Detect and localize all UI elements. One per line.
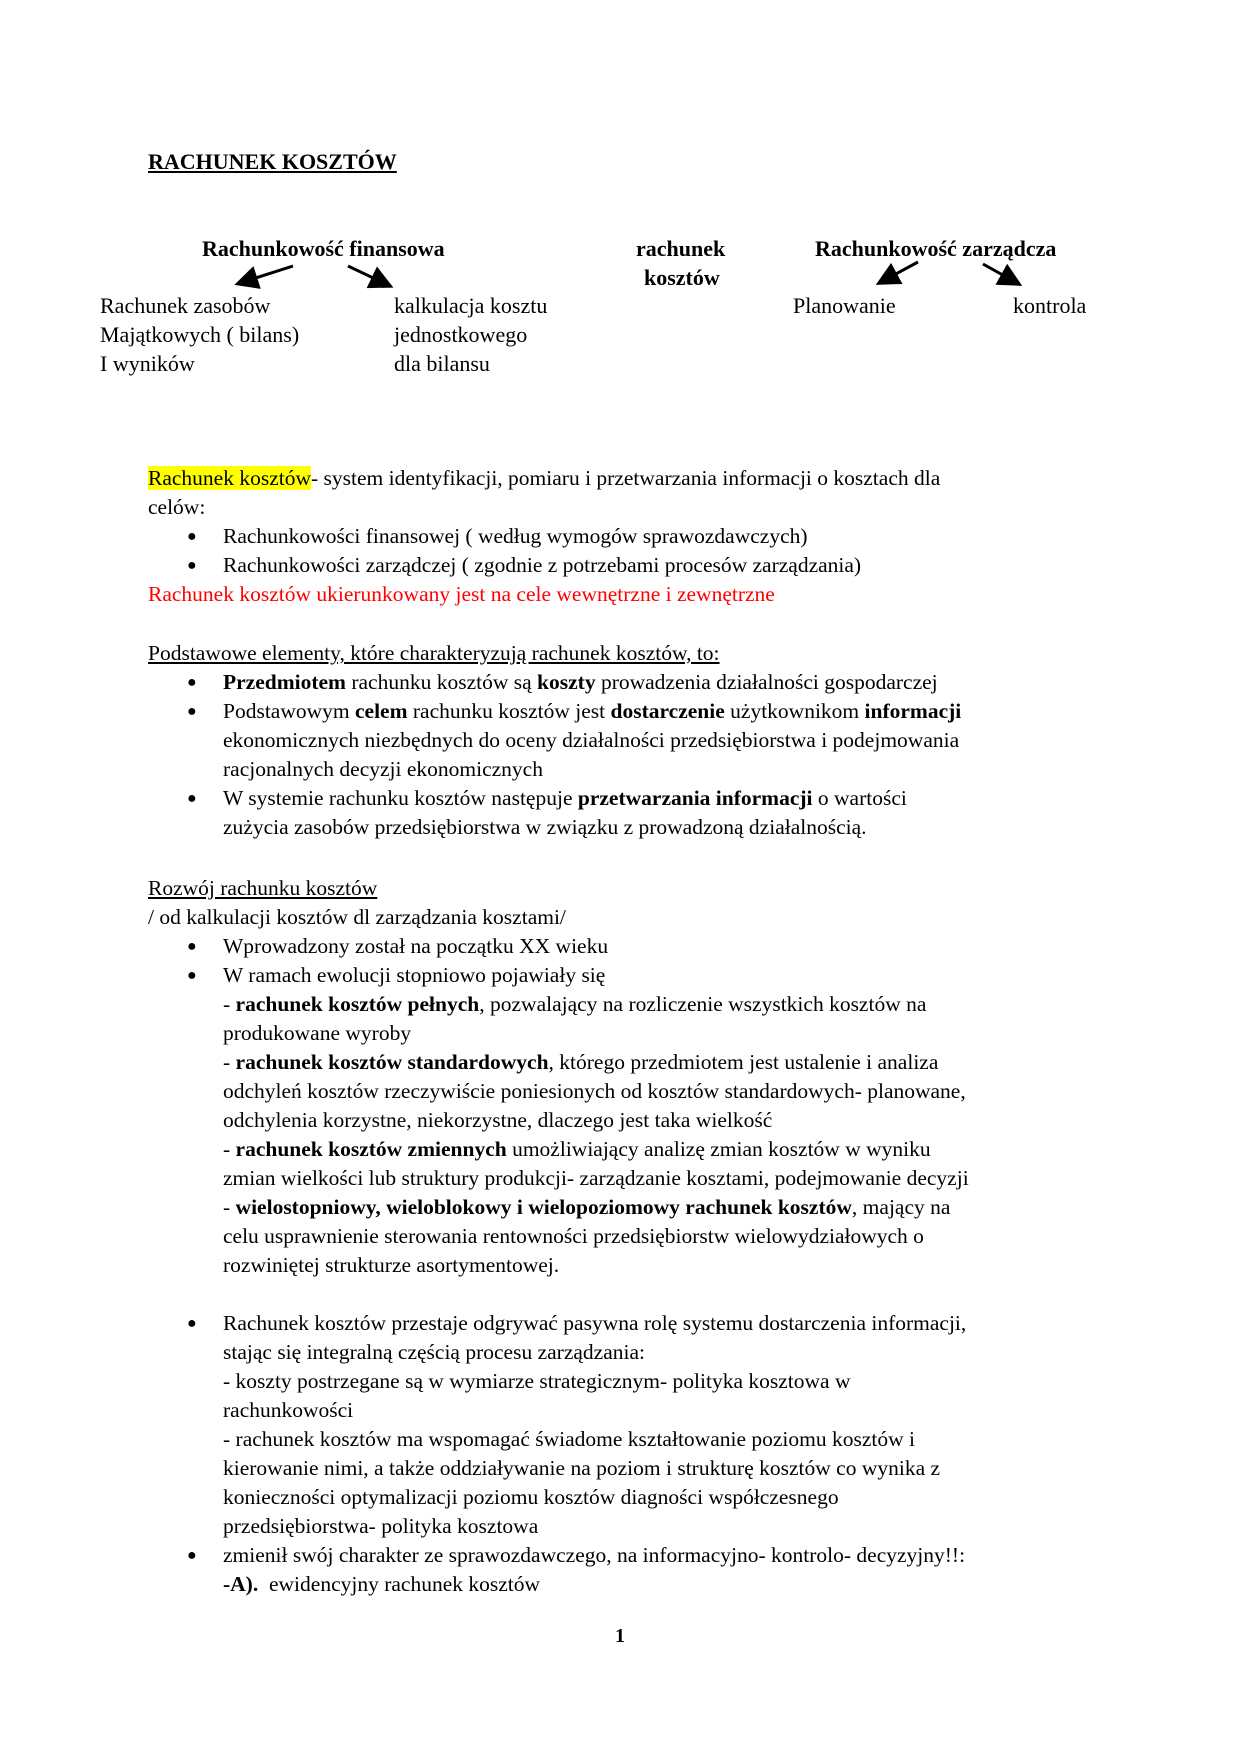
text-line	[148, 1135, 969, 1164]
text-segment: rachunku kosztów są	[345, 670, 538, 694]
page-number: 1	[615, 1625, 625, 1647]
bold-text: celem	[355, 699, 408, 723]
bullet-icon: ●	[187, 967, 197, 984]
text-segment: - koszty postrzegane są w wymiarze strategicznym- polityka kosztowa w	[223, 1369, 851, 1393]
text-line	[148, 1193, 969, 1222]
text-line	[148, 1396, 969, 1425]
text-segment: zużycia zasobów przedsiębiorstwa w związku z prowadzoną działalnością.	[223, 815, 867, 839]
development-section	[148, 874, 969, 1599]
highlighted-term: Rachunek kosztów	[148, 466, 312, 490]
bold-text: dostarczenie	[610, 699, 725, 723]
text-line	[148, 874, 969, 903]
text-segment: Wprowadzony został na początku XX wieku	[223, 934, 609, 958]
bullet-item	[148, 1309, 969, 1338]
text-segment: kierowanie nimi, a także oddziaływanie na poziom i strukturę kosztów co wynika z	[223, 1456, 941, 1480]
bullet-item	[148, 668, 961, 697]
text-segment: umożliwiający analizę zmian kosztów w wyniku	[506, 1137, 931, 1161]
bold-text: przetwarzania informacji	[577, 786, 813, 810]
text-segment: Rachunkowości zarządczej ( zgodnie z potrzebami procesów zarządzania)	[223, 553, 862, 577]
definition-section	[148, 464, 940, 609]
bullet-icon: ●	[187, 528, 197, 545]
planning-label: Planowanie	[793, 293, 896, 318]
bullet-icon: ●	[187, 703, 197, 720]
financial-accounting-heading: Rachunkowość finansowa	[202, 236, 445, 261]
text-line	[148, 1454, 969, 1483]
text-segment: -	[223, 1050, 236, 1074]
text-segment: - system identyfikacji, pomiaru i przetwarzania informacji o kosztach dla	[311, 466, 941, 490]
bold-text: Przedmiotem	[223, 670, 346, 694]
text-line	[148, 1048, 969, 1077]
diagram-mid-line-1: kalkulacja kosztu	[394, 293, 548, 318]
text-line	[148, 493, 940, 522]
arrow-icon	[240, 266, 293, 283]
text-line	[148, 1164, 969, 1193]
text-segment: odchylenia korzystne, niekorzystne, dlaczego jest taka wielkość	[223, 1108, 773, 1132]
bullet-icon: ●	[187, 557, 197, 574]
text-segment: o wartości	[812, 786, 907, 810]
text-line	[148, 813, 961, 842]
arrow-icon	[983, 264, 1017, 283]
text-segment: ewidencyjny rachunek kosztów	[258, 1572, 541, 1596]
bold-text: rachunek kosztów standardowych	[235, 1050, 549, 1074]
text-segment: Podstawowym	[223, 699, 355, 723]
text-line	[148, 1570, 969, 1599]
text-line	[148, 990, 969, 1019]
cost-accounting-label-2: kosztów	[644, 265, 720, 290]
bold-text: rachunek kosztów pełnych	[235, 992, 480, 1016]
management-accounting-heading: Rachunkowość zarządcza	[815, 236, 1057, 261]
text-segment: , mający na	[851, 1195, 951, 1219]
diagram-left-line-1: Rachunek zasobów	[100, 293, 271, 318]
bullet-item	[148, 697, 961, 726]
cost-accounting-label-1: rachunek	[636, 236, 726, 261]
bullet-icon: ●	[187, 938, 197, 955]
bullet-icon: ●	[187, 1547, 197, 1564]
text-line	[148, 755, 961, 784]
text-line	[148, 1077, 969, 1106]
text-line	[148, 1019, 969, 1048]
diagram-left-line-2: Majątkowych ( bilans)	[100, 322, 300, 347]
text-segment: -	[223, 1137, 236, 1161]
text-segment: konieczności optymalizacji poziomu kosztów diagności współczesnego	[223, 1485, 839, 1509]
text-segment: -	[223, 1195, 236, 1219]
text-line	[148, 1483, 969, 1512]
text-segment: Rachunkowości finansowej ( według wymogów sprawozdawczych)	[223, 524, 808, 548]
text-segment: celu usprawnienie sterowania rentowności przedsiębiorstw wielowydziałowych o	[223, 1224, 924, 1248]
text-segment: W systemie rachunku kosztów następuje	[223, 786, 578, 810]
text-segment: użytkownikom	[724, 699, 865, 723]
arrow-icon	[348, 266, 388, 285]
diagram-arrows	[0, 0, 1240, 400]
text-line	[148, 1425, 969, 1454]
document-title: RACHUNEK KOSZTÓW	[148, 149, 397, 174]
text-segment: - rachunek kosztów ma wspomagać świadome kształtowanie poziomu kosztów i	[223, 1427, 915, 1451]
text-segment: , pozwalający na rozliczenie wszystkich kosztów na	[479, 992, 927, 1016]
bullet-item	[148, 522, 940, 551]
bullet-item	[148, 932, 969, 961]
text-segment: zmian wielkości lub struktury produkcji- zarządzanie kosztami, podejmowanie decyzji	[223, 1166, 969, 1190]
text-segment: Rozwój rachunku kosztów	[148, 876, 378, 900]
text-line	[148, 464, 940, 493]
text-segment: Podstawowe elementy, które charakteryzują rachunek kosztów, to:	[148, 641, 720, 665]
bold-text: -A).	[223, 1572, 259, 1596]
blank-line	[148, 1280, 969, 1309]
text-line	[148, 639, 961, 668]
diagram-mid-line-2: jednostkowego	[394, 322, 528, 347]
text-line	[148, 903, 969, 932]
control-label: kontrola	[1013, 293, 1087, 318]
bold-text: koszty	[537, 670, 596, 694]
text-line	[148, 580, 940, 609]
text-segment: rachunkowości	[223, 1398, 354, 1422]
text-segment: W ramach ewolucji stopniowo pojawiały się	[223, 963, 606, 987]
text-segment: Rachunek kosztów przestaje odgrywać pasywna rolę systemu dostarczenia informacji,	[223, 1311, 967, 1335]
text-segment: celów:	[148, 495, 206, 519]
text-line	[148, 1367, 969, 1396]
bold-text: informacji	[864, 699, 962, 723]
text-segment: produkowane wyroby	[223, 1021, 412, 1045]
bullet-item	[148, 784, 961, 813]
bold-text: rachunek kosztów zmiennych	[235, 1137, 507, 1161]
bold-text: wielostopniowy, wieloblokowy i wielopoziomowy rachunek kosztów	[235, 1195, 852, 1219]
text-segment: ekonomicznych niezbędnych do oceny działalności przedsiębiorstwa i podejmowania	[223, 728, 960, 752]
diagram-left-line-3: I wyników	[100, 351, 195, 376]
bullet-icon: ●	[187, 674, 197, 691]
bullet-icon: ●	[187, 1315, 197, 1332]
text-segment: / od kalkulacji kosztów dl zarządzania kosztami/	[148, 905, 566, 929]
bullet-item	[148, 551, 940, 580]
text-segment: Rachunek kosztów ukierunkowany jest na cele wewnętrzne i zewnętrzne	[148, 582, 775, 606]
text-line	[148, 1251, 969, 1280]
bullet-icon: ●	[187, 790, 197, 807]
text-segment: -	[223, 992, 236, 1016]
text-segment: odchyleń kosztów rzeczywiście poniesionych od kosztów standardowych- planowane,	[223, 1079, 966, 1103]
text-line	[148, 1512, 969, 1541]
bullet-item	[148, 961, 969, 990]
text-segment: zmienił swój charakter ze sprawozdawczego, na informacyjno- kontrolo- decyzyjny!!:	[223, 1543, 966, 1567]
bullet-item	[148, 1541, 969, 1570]
basic-elements-section	[148, 639, 961, 842]
text-segment: rozwiniętej strukturze asortymentowej.	[223, 1253, 560, 1277]
text-line	[148, 1338, 969, 1367]
text-segment: przedsiębiorstwa- polityka kosztowa	[223, 1514, 539, 1538]
diagram-mid-line-3: dla bilansu	[394, 351, 490, 376]
text-segment: rachunku kosztów jest	[407, 699, 611, 723]
arrow-icon	[881, 262, 918, 282]
text-segment: prowadzenia działalności gospodarczej	[595, 670, 938, 694]
text-segment: stając się integralną częścią procesu zarządzania:	[223, 1340, 645, 1364]
text-line	[148, 1222, 969, 1251]
text-line	[148, 726, 961, 755]
text-line	[148, 1106, 969, 1135]
text-segment: , którego przedmiotem jest ustalenie i analiza	[548, 1050, 939, 1074]
text-segment: racjonalnych decyzji ekonomicznych	[223, 757, 543, 781]
